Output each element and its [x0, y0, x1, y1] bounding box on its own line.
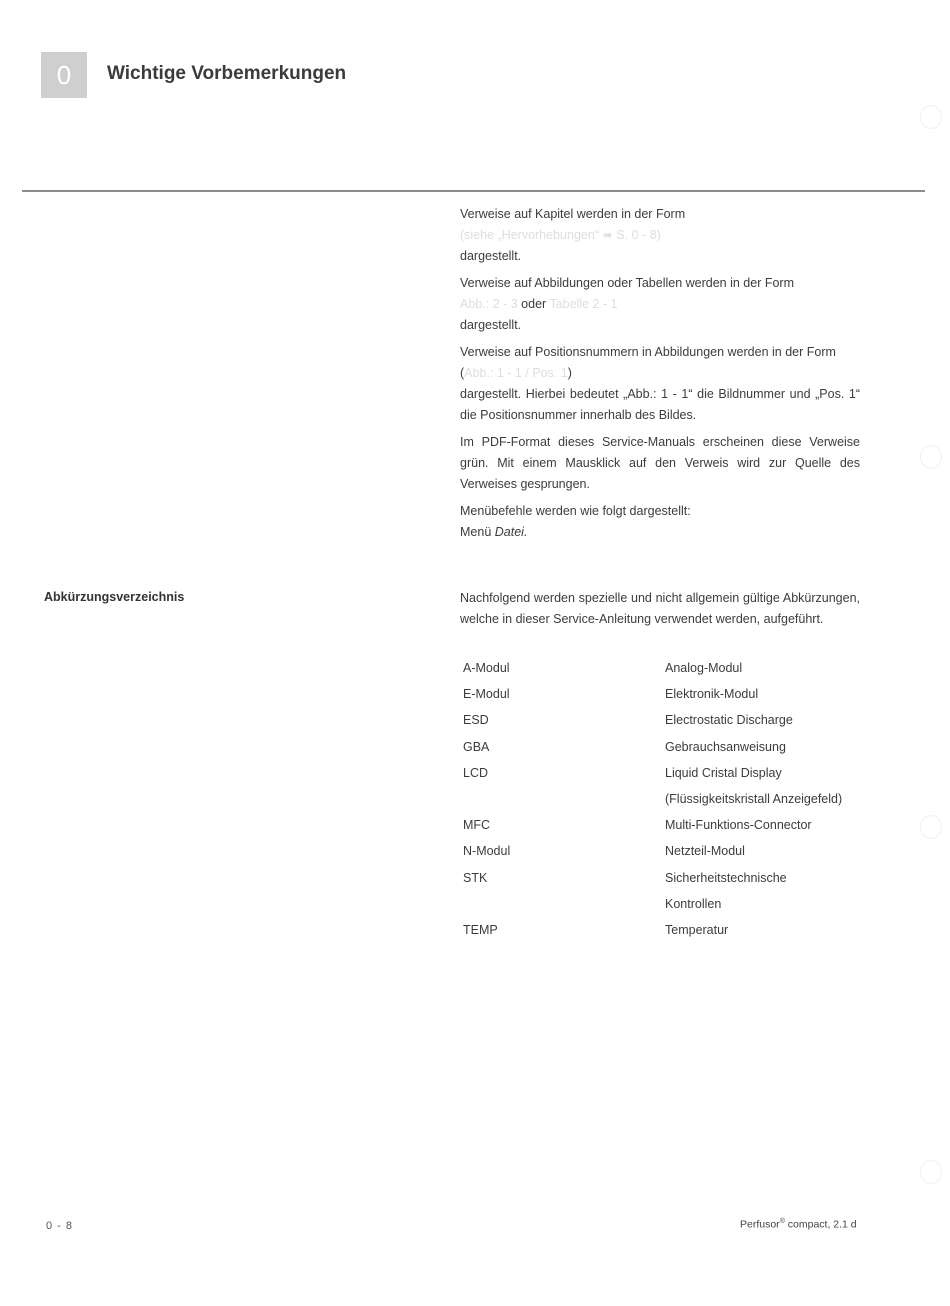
abbreviation: [460, 891, 665, 917]
abbreviation-meaning: Liquid Cristal Display: [665, 765, 782, 780]
abbreviation: LCD: [463, 765, 489, 780]
abbreviation: N-Modul: [463, 844, 511, 859]
abbreviation-meaning: (Flüssigkeitskristall Anzeigefeld): [665, 791, 843, 806]
paragraph-figure-refs: [460, 273, 860, 336]
intro-section: [460, 204, 860, 549]
position-reference-link[interactable]: Abb.: 1 - 1 / Pos. 1: [464, 366, 568, 380]
table-row: [460, 707, 842, 733]
abbreviation-meaning: Gebrauchsanweisung: [665, 739, 786, 754]
abbreviation-meaning: Analog-Modul: [665, 661, 743, 675]
binding-hole: [920, 815, 942, 839]
menu-label: Menü: [460, 525, 492, 539]
table-row: [460, 681, 842, 707]
abbreviation-meaning: Temperatur: [665, 922, 729, 937]
figure-reference-link[interactable]: Abb.: 2 - 3: [460, 297, 518, 311]
abbreviation-meaning: Kontrollen: [665, 896, 722, 911]
chapter-number-box: [41, 52, 87, 98]
paragraph-pdf-note: Im PDF-Format dieses Service-Manuals erscheinen diese Verweise grün. Mit einem Mausklick auf den Verweis wird zur Quelle des Verweises gesprungen.: [460, 435, 860, 491]
text-line: Verweise auf Kapitel werden in der Form: [460, 207, 686, 221]
table-row: [460, 734, 842, 760]
paragraph-menu-commands: [460, 501, 860, 543]
doc-name-text: Perfusor: [740, 1218, 780, 1231]
abbreviation: [460, 786, 665, 812]
chapter-number: 0: [56, 59, 72, 90]
binding-hole: [920, 1160, 942, 1184]
header-divider: [22, 190, 925, 192]
page-title: Wichtige Vorbemerkungen: [107, 63, 347, 84]
table-row: [460, 655, 842, 681]
abbreviation: GBA: [463, 739, 490, 754]
bracket-open: (: [460, 366, 465, 380]
abbreviation: MFC: [463, 818, 491, 833]
table-row: [460, 812, 842, 838]
abbreviation: ESD: [463, 713, 489, 728]
text-line: Verweise auf Positionsnummern in Abbildungen werden in der Form: [460, 345, 836, 359]
text-line: dargestellt. Hierbei bedeutet „Abb.: 1 - 1“ die Bildnummer und „Pos. 1“ die Positionsnummer innerhalb des Bildes.: [460, 387, 860, 422]
abbreviation-meaning: Multi-Funktions-Connector: [665, 818, 812, 833]
table-row: [460, 865, 842, 891]
page-edge-binding-holes: [910, 0, 950, 1306]
text-line: dargestellt.: [460, 249, 522, 263]
abbreviation-meaning: Electrostatic Discharge: [665, 713, 793, 728]
registered-mark: ®: [779, 1218, 785, 1225]
abbreviations-heading: Abkürzungsverzeichnis: [44, 590, 185, 604]
abbreviation-meaning: Sicherheitstechnische: [665, 870, 787, 885]
binding-hole: [920, 105, 942, 129]
abbreviations-intro: Nachfolgend werden spezielle und nicht allgemein gültige Abkürzungen, welche in dieser Service-Anleitung verwendet werden, aufgeführt.: [460, 591, 860, 626]
text-line: Verweise auf Abbildungen oder Tabellen werden in der Form: [460, 276, 795, 290]
abbreviations-table: [460, 655, 842, 943]
table-row: [460, 838, 842, 864]
table-reference-link[interactable]: Tabelle 2 - 1: [549, 297, 618, 311]
chapter-reference-link[interactable]: (siehe „Hervorhebungen“ ➠ S. 0 - 8): [460, 228, 661, 242]
abbreviation: E-Modul: [463, 687, 510, 702]
table-row: [460, 786, 842, 812]
document-name: [740, 1218, 857, 1231]
text-line: dargestellt.: [460, 318, 522, 332]
paragraph-chapter-refs: [460, 204, 860, 267]
abbreviation: STK: [463, 870, 488, 885]
text-line: Menübefehle werden wie folgt dargestellt:: [460, 504, 691, 518]
menu-item-example: Datei.: [494, 525, 528, 539]
doc-version: compact, 2.1 d: [787, 1218, 857, 1231]
page-number: 0 - 8: [46, 1220, 74, 1232]
table-row: [460, 760, 842, 786]
table-row: [460, 891, 842, 917]
text-or: oder: [521, 297, 547, 311]
table-row: [460, 917, 842, 943]
abbreviation-meaning: Netzteil-Modul: [665, 844, 745, 859]
paragraph-position-refs: [460, 342, 860, 426]
abbreviation: A-Modul: [463, 661, 510, 675]
bracket-close: ): [567, 366, 572, 380]
abbreviation-meaning: Elektronik-Modul: [665, 687, 759, 702]
abbreviation: TEMP: [463, 922, 498, 937]
binding-hole: [920, 445, 942, 469]
